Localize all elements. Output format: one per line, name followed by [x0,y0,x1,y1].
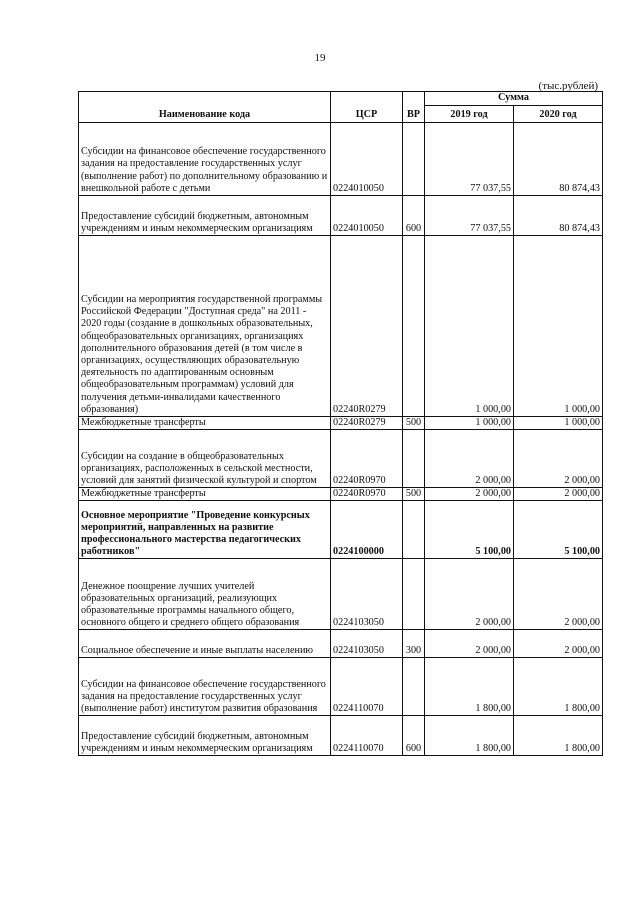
row-csr: 0224103050 [331,630,403,658]
header-year-2019: 2019 год [425,106,514,123]
table-row [79,430,603,488]
row-vr [403,501,425,559]
row-amount-2020: 1 000,00 [514,417,603,430]
row-amount-2020: 1 800,00 [514,658,603,716]
table-row [79,417,603,430]
row-name: Межбюджетные трансферты [79,488,331,501]
table-body [79,123,603,756]
row-csr: 02240R0279 [331,236,403,417]
table-row [79,630,603,658]
row-amount-2020: 2 000,00 [514,559,603,630]
row-csr: 0224110070 [331,658,403,716]
row-vr [403,430,425,488]
row-amount-2019: 1 800,00 [425,658,514,716]
header-year-2020: 2020 год [514,106,603,123]
units-label: (тыс.рублей) [538,80,598,92]
row-amount-2020: 5 100,00 [514,501,603,559]
table-row [79,716,603,756]
row-amount-2020: 2 000,00 [514,488,603,501]
row-name: Субсидии на создание в общеобразовательных организациях, расположенных в сельской местности, условий для занятий физической культурой и спортом [79,430,331,488]
row-amount-2019: 1 800,00 [425,716,514,756]
row-amount-2020: 1 000,00 [514,236,603,417]
row-vr [403,559,425,630]
row-csr: 0224010050 [331,196,403,236]
row-csr: 0224103050 [331,559,403,630]
row-amount-2020: 80 874,43 [514,123,603,196]
row-amount-2020: 1 800,00 [514,716,603,756]
row-amount-2020: 2 000,00 [514,630,603,658]
row-name: Субсидии на финансовое обеспечение государственного задания на предоставление государственных услуг (выполнение работ) институтом развития образования [79,658,331,716]
row-vr: 500 [403,488,425,501]
row-amount-2019: 5 100,00 [425,501,514,559]
table-row [79,559,603,630]
row-amount-2019: 2 000,00 [425,488,514,501]
header-vr: ВР [403,92,425,123]
row-name: Субсидии на мероприятия государственной программы Российской Федерации "Доступная среда" на 2011 - 2020 годы (создание в дошкольных образовательных, общеобразовательных организациях, организациях дополнительного образования детей (в том числе в организациях, осуществляющих образовательную деятельность по адаптированным основным общеобразовательным программам) условий для получения детьми-инвалидами качественного образования) [79,236,331,417]
table-row [79,196,603,236]
row-vr: 600 [403,196,425,236]
row-amount-2019: 1 000,00 [425,236,514,417]
row-amount-2019: 1 000,00 [425,417,514,430]
table-row [79,488,603,501]
row-name: Межбюджетные трансферты [79,417,331,430]
row-name: Предоставление субсидий бюджетным, автономным учреждениям и иным некоммерческим организациям [79,716,331,756]
row-amount-2019: 77 037,55 [425,196,514,236]
row-csr: 0224010050 [331,123,403,196]
table-row [79,236,603,417]
row-csr: 02240R0970 [331,430,403,488]
page-number: 19 [314,52,326,64]
row-name: Субсидии на финансовое обеспечение государственного задания на предоставление государственных услуг (выполнение работ) по дополнительному образованию и внешкольной работе с детьми [79,123,331,196]
budget-table [78,91,603,756]
row-vr: 300 [403,630,425,658]
row-vr [403,658,425,716]
row-vr: 500 [403,417,425,430]
header-csr: ЦСР [331,92,403,123]
row-name: Социальное обеспечение и иные выплаты населению [79,630,331,658]
row-amount-2019: 2 000,00 [425,630,514,658]
row-amount-2019: 2 000,00 [425,430,514,488]
row-amount-2019: 77 037,55 [425,123,514,196]
header-name: Наименование кода [79,92,331,123]
row-name: Денежное поощрение лучших учителей образовательных организаций, реализующих образовательные программы начального общего, основного общего и среднего общего образования [79,559,331,630]
row-csr: 02240R0279 [331,417,403,430]
table-row [79,123,603,196]
row-vr [403,123,425,196]
table-row [79,658,603,716]
row-csr: 0224110070 [331,716,403,756]
header-sum: Сумма [425,92,603,106]
table-row [79,501,603,559]
row-amount-2020: 2 000,00 [514,430,603,488]
row-name: Предоставление субсидий бюджетным, автономным учреждениям и иным некоммерческим организациям [79,196,331,236]
row-csr: 02240R0970 [331,488,403,501]
row-csr: 0224100000 [331,501,403,559]
row-vr [403,236,425,417]
row-amount-2020: 80 874,43 [514,196,603,236]
row-vr: 600 [403,716,425,756]
row-name: Основное мероприятие "Проведение конкурсных мероприятий, направленных на развитие профессионального мастерства педагогических работников" [79,501,331,559]
row-amount-2019: 2 000,00 [425,559,514,630]
